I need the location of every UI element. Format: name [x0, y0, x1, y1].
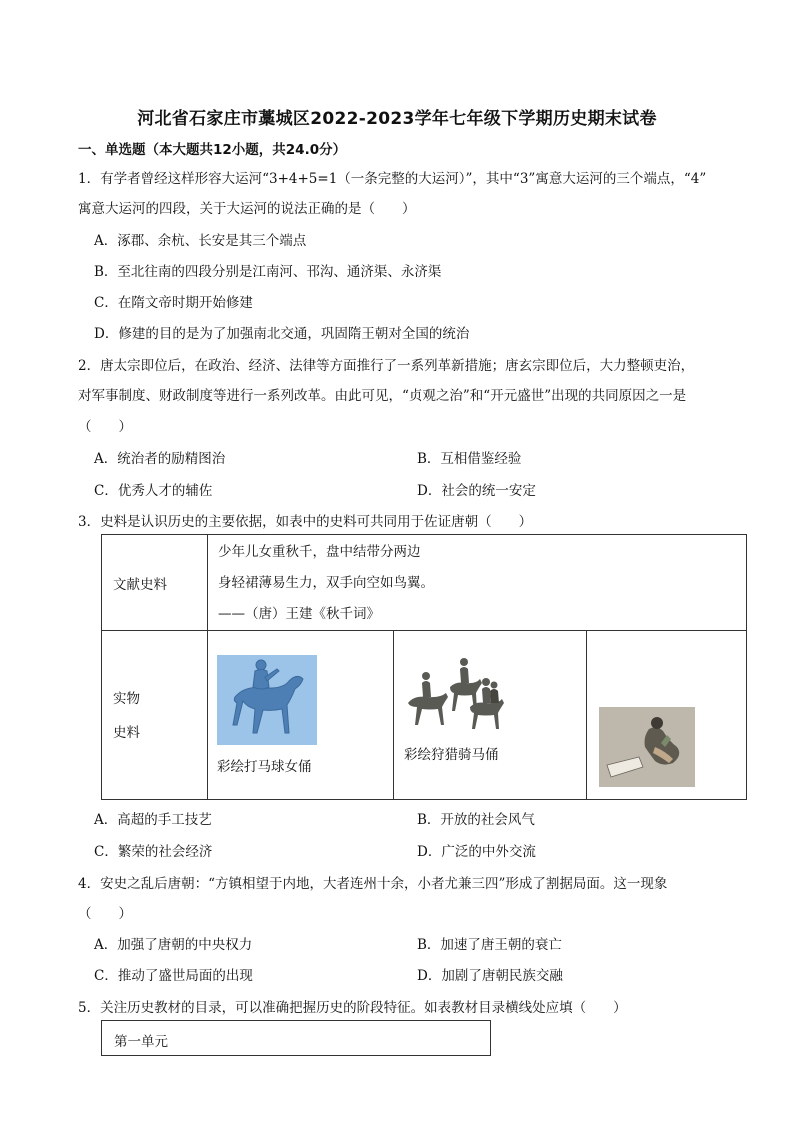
q3-stem-line1: 3．史料是认识历史的主要依据，如表中的史料可共同用于佐证唐朝（ ）	[78, 514, 533, 530]
q1-option-c[interactable]: C．在隋文帝时期开始修建	[94, 295, 253, 311]
poem-line-2: 身轻裙薄易生力，双手向空如鸟翼。	[218, 575, 434, 591]
q3-option-c[interactable]: C．繁荣的社会经济	[94, 844, 213, 860]
q1-option-b[interactable]: B．至北往南的四段分别是江南河、邗沟、通济渠、永济渠	[94, 264, 442, 280]
q4-stem-line2: （ ）	[78, 906, 132, 922]
poem-line-1: 少年儿女重秋千，盘中结带分两边	[218, 544, 421, 560]
q2-option-c[interactable]: C．优秀人才的辅佐	[94, 483, 213, 499]
section-heading: 一、单选题（本大题共12小题，共24.0分）	[78, 142, 347, 158]
obj-cell-1	[208, 631, 394, 800]
obj-label-2: 史料	[113, 725, 140, 741]
q1-option-a[interactable]: A．涿郡、余杭、长安是其三个端点	[94, 233, 307, 249]
q1-stem-line2: 寓意大运河的四段，关于大运河的说法正确的是（ ）	[78, 201, 416, 217]
q4-option-b[interactable]: B．加速了唐王朝的衰亡	[417, 937, 562, 953]
q2-stem-line3: （ ）	[78, 419, 132, 435]
q4-option-d[interactable]: D．加剧了唐朝民族交融	[417, 968, 563, 984]
q2-option-a[interactable]: A．统治者的励精图治	[94, 451, 226, 467]
hunting-figurines-image	[404, 657, 516, 731]
obj-label-cell	[102, 631, 208, 800]
poem-source: ——（唐）王建《秋千词》	[218, 606, 380, 622]
q5-stem-line1: 5．关注历史教材的目录，可以准确把握历史的阶段特征。如表教材目录横线处应填（ ）	[78, 1000, 627, 1016]
caption-hunting: 彩绘狩猎骑马俑	[404, 747, 499, 763]
mural-painting-image	[599, 707, 695, 787]
q2-option-d[interactable]: D．社会的统一安定	[417, 483, 536, 499]
q4-stem-line1: 4．安史之乱后唐朝：“方镇相望于内地，大者连州十余，小者尤兼三四”形成了割据局面。这一现象	[78, 876, 668, 892]
q3-option-a[interactable]: A．高超的手工技艺	[94, 812, 212, 828]
unit-label: 第一单元	[114, 1034, 168, 1050]
obj-label-1: 实物	[113, 691, 140, 707]
doc-label: 文献史料	[113, 577, 167, 593]
obj-cell-2	[394, 631, 587, 800]
obj-cell-3	[587, 631, 747, 800]
q4-option-a[interactable]: A．加强了唐朝的中央权力	[94, 937, 253, 953]
q2-option-b[interactable]: B．互相借鉴经验	[417, 451, 522, 467]
table-of-contents-box	[101, 1020, 491, 1056]
q1-option-d[interactable]: D．修建的目的是为了加强南北交通，巩固隋王朝对全国的统治	[94, 326, 470, 342]
doc-content-cell	[208, 535, 747, 631]
polo-figurine-image	[217, 655, 317, 745]
q4-option-c[interactable]: C．推动了盛世局面的出现	[94, 968, 253, 984]
source-table	[101, 534, 747, 800]
caption-polo: 彩绘打马球女俑	[217, 759, 312, 775]
doc-label-cell	[102, 535, 208, 631]
q3-option-b[interactable]: B．开放的社会风气	[417, 812, 535, 828]
q2-stem-line2: 对军事制度、财政制度等进行一系列改革。由此可见，“贞观之治”和“开元盛世”出现的共同原因之一是	[78, 388, 687, 404]
exam-title: 河北省石家庄市藁城区2022-2023学年七年级下学期历史期末试卷	[137, 109, 657, 129]
q3-option-d[interactable]: D．广泛的中外交流	[417, 844, 536, 860]
q2-stem-line1: 2．唐太宗即位后，在政治、经济、法律等方面推行了一系列革新措施；唐玄宗即位后，大力整顿吏治，	[78, 358, 695, 374]
q1-stem-line1: 1．有学者曾经这样形容大运河“3+4+5=1（一条完整的大运河）”，其中“3”寓意大运河的三个端点，“4”	[78, 171, 707, 187]
